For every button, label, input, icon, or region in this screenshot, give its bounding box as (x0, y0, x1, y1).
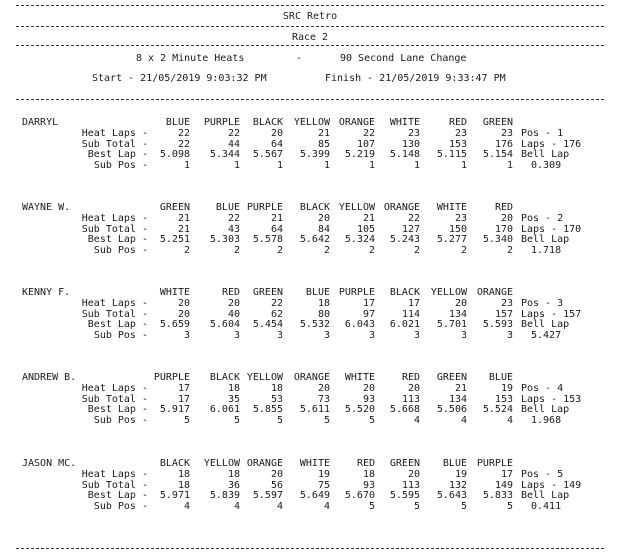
lane-header: RED (401, 372, 420, 383)
pos-value: 5 (368, 414, 375, 426)
best-value: 5.148 (389, 149, 420, 160)
pos-value: 5 (276, 414, 283, 426)
sub-value: 64 (270, 223, 283, 235)
lane-header: PURPLE (153, 372, 190, 383)
driver-name: JASON MC. (22, 458, 77, 469)
lane-header: WHITE (436, 202, 467, 213)
lane-header: ORANGE (476, 287, 513, 298)
pos-value: 1 (506, 159, 513, 171)
pos-value: 2 (460, 244, 467, 256)
heat-value: 20 (362, 383, 375, 394)
heat-value: 23 (454, 213, 467, 224)
heat-value: 22 (227, 128, 240, 139)
sub-value: 40 (227, 308, 240, 320)
sub-value: 18 (177, 479, 190, 491)
pos-value: 5 (323, 414, 330, 426)
heat-value: 22 (362, 128, 375, 139)
heat-label: Heat Laps - (81, 213, 148, 224)
best-label: Best Lap - (87, 234, 148, 245)
pos-value: 4 (460, 414, 467, 426)
sub-value: 53 (270, 393, 283, 405)
lane-header: YELLOW (338, 202, 375, 213)
driver-name: WAYNE W. (22, 202, 71, 213)
pos-value: 2 (413, 244, 420, 256)
lane-header: RED (356, 458, 375, 469)
heat-value: 20 (454, 298, 467, 309)
start-time: Start - 21/05/2019 9:03:32 PM (92, 73, 267, 84)
sub-label: Sub Total - (81, 223, 148, 235)
heat-value: 22 (227, 213, 240, 224)
best-value: 5.839 (209, 490, 240, 501)
best-value: 5.324 (344, 234, 375, 245)
sub-value: 150 (448, 223, 467, 235)
summary-bell-lap-time: 1.718 (531, 244, 562, 256)
pos-value: 1 (323, 159, 330, 171)
lane-header: BLACK (159, 458, 190, 469)
best-label: Best Lap - (87, 319, 148, 330)
best-value: 5.454 (252, 319, 283, 330)
sub-value: 80 (317, 308, 330, 320)
lane-header: YELLOW (430, 287, 467, 298)
sub-value: 114 (401, 308, 420, 320)
lane-header: BLACK (389, 287, 420, 298)
heat-value: 21 (177, 213, 190, 224)
sub-value: 44 (227, 138, 240, 150)
pos-value: 4 (276, 500, 283, 512)
heat-value: 19 (500, 383, 513, 394)
heat-value: 23 (407, 128, 420, 139)
heat-value: 19 (454, 469, 467, 480)
best-value: 5.340 (482, 234, 513, 245)
divider (16, 548, 604, 549)
pos-value: 1 (460, 159, 467, 171)
summary-bell-lap-label: Bell Lap (521, 490, 570, 501)
best-value: 5.668 (389, 404, 420, 415)
pos-value: 4 (183, 500, 190, 512)
best-value: 5.344 (209, 149, 240, 160)
pos-value: 2 (233, 244, 240, 256)
pos-value: 4 (233, 500, 240, 512)
sub-value: 62 (270, 308, 283, 320)
lane-header: ORANGE (293, 372, 330, 383)
pos-value: 3 (460, 329, 467, 341)
summary-laps: Laps - 149 (521, 479, 582, 491)
pos-value: 3 (183, 329, 190, 341)
heat-value: 18 (227, 469, 240, 480)
sub-value: 73 (317, 393, 330, 405)
heat-label: Heat Laps - (81, 298, 148, 309)
best-value: 5.251 (159, 234, 190, 245)
best-label: Best Lap - (87, 404, 148, 415)
sub-value: 127 (401, 223, 420, 235)
sub-value: 107 (356, 138, 375, 150)
lane-change: 90 Second Lane Change (340, 53, 467, 64)
lane-header: ORANGE (246, 458, 283, 469)
best-value: 6.061 (209, 404, 240, 415)
summary-bell-lap-label: Bell Lap (521, 149, 570, 160)
sub-value: 21 (177, 223, 190, 235)
sub-value: 105 (356, 223, 375, 235)
heats-format: 8 x 2 Minute Heats (136, 53, 245, 64)
sub-value: 130 (401, 138, 420, 150)
pos-label: Sub Pos - (93, 244, 148, 256)
best-value: 5.567 (252, 149, 283, 160)
lane-header: ORANGE (338, 117, 375, 128)
best-label: Best Lap - (87, 149, 148, 160)
heat-value: 21 (454, 383, 467, 394)
heat-value: 23 (454, 128, 467, 139)
summary-position: Pos - 5 (521, 469, 564, 480)
best-value: 5.611 (299, 404, 330, 415)
sub-value: 176 (494, 138, 513, 150)
lane-header: RED (494, 202, 513, 213)
driver-name: ANDREW B. (22, 372, 77, 383)
sub-value: 153 (448, 138, 467, 150)
lane-header: WHITE (344, 372, 375, 383)
lane-header: WHITE (389, 117, 420, 128)
race-title: Race 2 (291, 32, 329, 43)
heat-value: 20 (177, 298, 190, 309)
sub-value: 134 (448, 393, 467, 405)
summary-laps: Laps - 176 (521, 138, 582, 150)
sub-value: 64 (270, 138, 283, 150)
divider (16, 5, 604, 6)
best-value: 5.399 (299, 149, 330, 160)
best-label: Best Lap - (87, 490, 148, 501)
summary-position: Pos - 2 (521, 213, 564, 224)
pos-value: 1 (413, 159, 420, 171)
pos-value: 1 (233, 159, 240, 171)
best-value: 5.659 (159, 319, 190, 330)
summary-laps: Laps - 170 (521, 223, 582, 235)
sub-value: 17 (177, 393, 190, 405)
best-value: 6.021 (389, 319, 420, 330)
lane-header: GREEN (436, 372, 467, 383)
best-value: 5.277 (436, 234, 467, 245)
sub-value: 134 (448, 308, 467, 320)
summary-position: Pos - 3 (521, 298, 564, 309)
divider (16, 99, 604, 100)
lane-header: BLUE (305, 287, 330, 298)
best-value: 5.855 (252, 404, 283, 415)
heat-value: 21 (362, 213, 375, 224)
sub-label: Sub Total - (81, 479, 148, 491)
heat-value: 18 (362, 469, 375, 480)
sub-value: 22 (177, 138, 190, 150)
heat-value: 20 (407, 469, 420, 480)
best-value: 5.643 (436, 490, 467, 501)
sub-value: 132 (448, 479, 467, 491)
pos-label: Sub Pos - (93, 329, 148, 341)
pos-value: 2 (183, 244, 190, 256)
lane-header: BLUE (165, 117, 190, 128)
sub-value: 93 (362, 479, 375, 491)
lane-header: ORANGE (383, 202, 420, 213)
heat-value: 22 (407, 213, 420, 224)
pos-value: 1 (276, 159, 283, 171)
lane-header: PURPLE (476, 458, 513, 469)
lane-header: GREEN (159, 202, 190, 213)
sub-label: Sub Total - (81, 308, 148, 320)
best-value: 5.154 (482, 149, 513, 160)
heat-value: 21 (317, 128, 330, 139)
pos-value: 5 (183, 414, 190, 426)
sub-value: 84 (317, 223, 330, 235)
sub-value: 157 (494, 308, 513, 320)
pos-value: 2 (368, 244, 375, 256)
sub-value: 113 (401, 479, 420, 491)
event-title: SRC Retro (282, 11, 338, 22)
lane-header: WHITE (299, 458, 330, 469)
best-value: 5.597 (252, 490, 283, 501)
heat-value: 20 (500, 213, 513, 224)
lane-header: YELLOW (293, 117, 330, 128)
best-value: 5.578 (252, 234, 283, 245)
best-value: 5.532 (299, 319, 330, 330)
pos-value: 1 (183, 159, 190, 171)
summary-bell-lap-label: Bell Lap (521, 404, 570, 415)
sub-value: 93 (362, 393, 375, 405)
sub-value: 36 (227, 479, 240, 491)
heat-value: 21 (270, 213, 283, 224)
pos-value: 3 (233, 329, 240, 341)
best-value: 5.642 (299, 234, 330, 245)
lane-header: GREEN (252, 287, 283, 298)
pos-value: 2 (323, 244, 330, 256)
heat-value: 23 (500, 128, 513, 139)
sub-value: 20 (177, 308, 190, 320)
lane-header: RED (221, 287, 240, 298)
best-value: 5.593 (482, 319, 513, 330)
lane-header: PURPLE (246, 202, 283, 213)
best-value: 5.303 (209, 234, 240, 245)
best-value: 6.043 (344, 319, 375, 330)
best-value: 5.833 (482, 490, 513, 501)
heat-value: 18 (227, 383, 240, 394)
heat-value: 17 (407, 298, 420, 309)
best-value: 5.098 (159, 149, 190, 160)
heat-value: 18 (177, 469, 190, 480)
heat-value: 17 (177, 383, 190, 394)
pos-value: 1 (368, 159, 375, 171)
summary-bell-lap-time: 0.411 (531, 500, 562, 512)
best-value: 5.971 (159, 490, 190, 501)
summary-bell-lap-label: Bell Lap (521, 319, 570, 330)
heat-value: 18 (317, 298, 330, 309)
best-value: 5.701 (436, 319, 467, 330)
pos-value: 3 (506, 329, 513, 341)
heat-value: 20 (270, 469, 283, 480)
heat-value: 20 (317, 383, 330, 394)
heat-label: Heat Laps - (81, 469, 148, 480)
heat-value: 20 (407, 383, 420, 394)
summary-bell-lap-time: 1.968 (531, 414, 562, 426)
pos-label: Sub Pos - (93, 159, 148, 171)
pos-label: Sub Pos - (93, 414, 148, 426)
heat-value: 18 (270, 383, 283, 394)
best-value: 5.595 (389, 490, 420, 501)
lane-header: GREEN (389, 458, 420, 469)
heat-value: 19 (317, 469, 330, 480)
heat-value: 17 (500, 469, 513, 480)
lane-header: PURPLE (338, 287, 375, 298)
pos-value: 3 (323, 329, 330, 341)
lane-header: YELLOW (246, 372, 283, 383)
heat-value: 17 (362, 298, 375, 309)
sub-value: 149 (494, 479, 513, 491)
sub-value: 97 (362, 308, 375, 320)
best-value: 5.243 (389, 234, 420, 245)
pos-value: 5 (506, 500, 513, 512)
pos-value: 2 (506, 244, 513, 256)
sub-value: 85 (317, 138, 330, 150)
lane-header: RED (448, 117, 467, 128)
pos-value: 2 (276, 244, 283, 256)
heat-label: Heat Laps - (81, 383, 148, 394)
best-value: 5.524 (482, 404, 513, 415)
heat-value: 23 (500, 298, 513, 309)
divider (16, 26, 604, 27)
driver-name: DARRYL (22, 117, 59, 128)
best-value: 5.670 (344, 490, 375, 501)
sub-value: 153 (494, 393, 513, 405)
sub-value: 56 (270, 479, 283, 491)
sub-label: Sub Total - (81, 393, 148, 405)
pos-label: Sub Pos - (93, 500, 148, 512)
best-value: 5.506 (436, 404, 467, 415)
best-value: 5.115 (436, 149, 467, 160)
heat-value: 22 (177, 128, 190, 139)
lane-header: BLACK (209, 372, 240, 383)
best-value: 5.219 (344, 149, 375, 160)
driver-name: KENNY F. (22, 287, 71, 298)
lane-header: BLUE (488, 372, 513, 383)
best-value: 5.520 (344, 404, 375, 415)
sub-label: Sub Total - (81, 138, 148, 150)
pos-value: 3 (413, 329, 420, 341)
summary-bell-lap-time: 5.427 (531, 329, 562, 341)
sub-value: 113 (401, 393, 420, 405)
best-value: 5.917 (159, 404, 190, 415)
pos-value: 5 (368, 500, 375, 512)
summary-laps: Laps - 157 (521, 308, 582, 320)
lane-header: YELLOW (203, 458, 240, 469)
summary-bell-lap-label: Bell Lap (521, 234, 570, 245)
lane-header: WHITE (159, 287, 190, 298)
lane-header: BLACK (299, 202, 330, 213)
lane-header: GREEN (482, 117, 513, 128)
sub-value: 170 (494, 223, 513, 235)
summary-laps: Laps - 153 (521, 393, 582, 405)
best-value: 5.649 (299, 490, 330, 501)
pos-value: 4 (506, 414, 513, 426)
sub-value: 75 (317, 479, 330, 491)
pos-value: 3 (368, 329, 375, 341)
heat-value: 20 (317, 213, 330, 224)
finish-time: Finish - 21/05/2019 9:33:47 PM (325, 73, 506, 84)
lane-header: BLUE (215, 202, 240, 213)
best-value: 5.604 (209, 319, 240, 330)
heat-value: 22 (270, 298, 283, 309)
pos-value: 5 (413, 500, 420, 512)
pos-value: 4 (323, 500, 330, 512)
divider (16, 45, 604, 46)
sub-value: 35 (227, 393, 240, 405)
lane-header: BLUE (442, 458, 467, 469)
pos-value: 3 (276, 329, 283, 341)
pos-value: 5 (460, 500, 467, 512)
pos-value: 5 (233, 414, 240, 426)
pos-value: 4 (413, 414, 420, 426)
heat-value: 20 (270, 128, 283, 139)
heat-value: 20 (227, 298, 240, 309)
summary-position: Pos - 1 (521, 128, 564, 139)
summary-position: Pos - 4 (521, 383, 564, 394)
lane-header: PURPLE (203, 117, 240, 128)
summary-bell-lap-time: 0.309 (531, 159, 562, 171)
heat-label: Heat Laps - (81, 128, 148, 139)
sub-value: 43 (227, 223, 240, 235)
heats-separator: - (296, 53, 303, 64)
lane-header: BLACK (252, 117, 283, 128)
